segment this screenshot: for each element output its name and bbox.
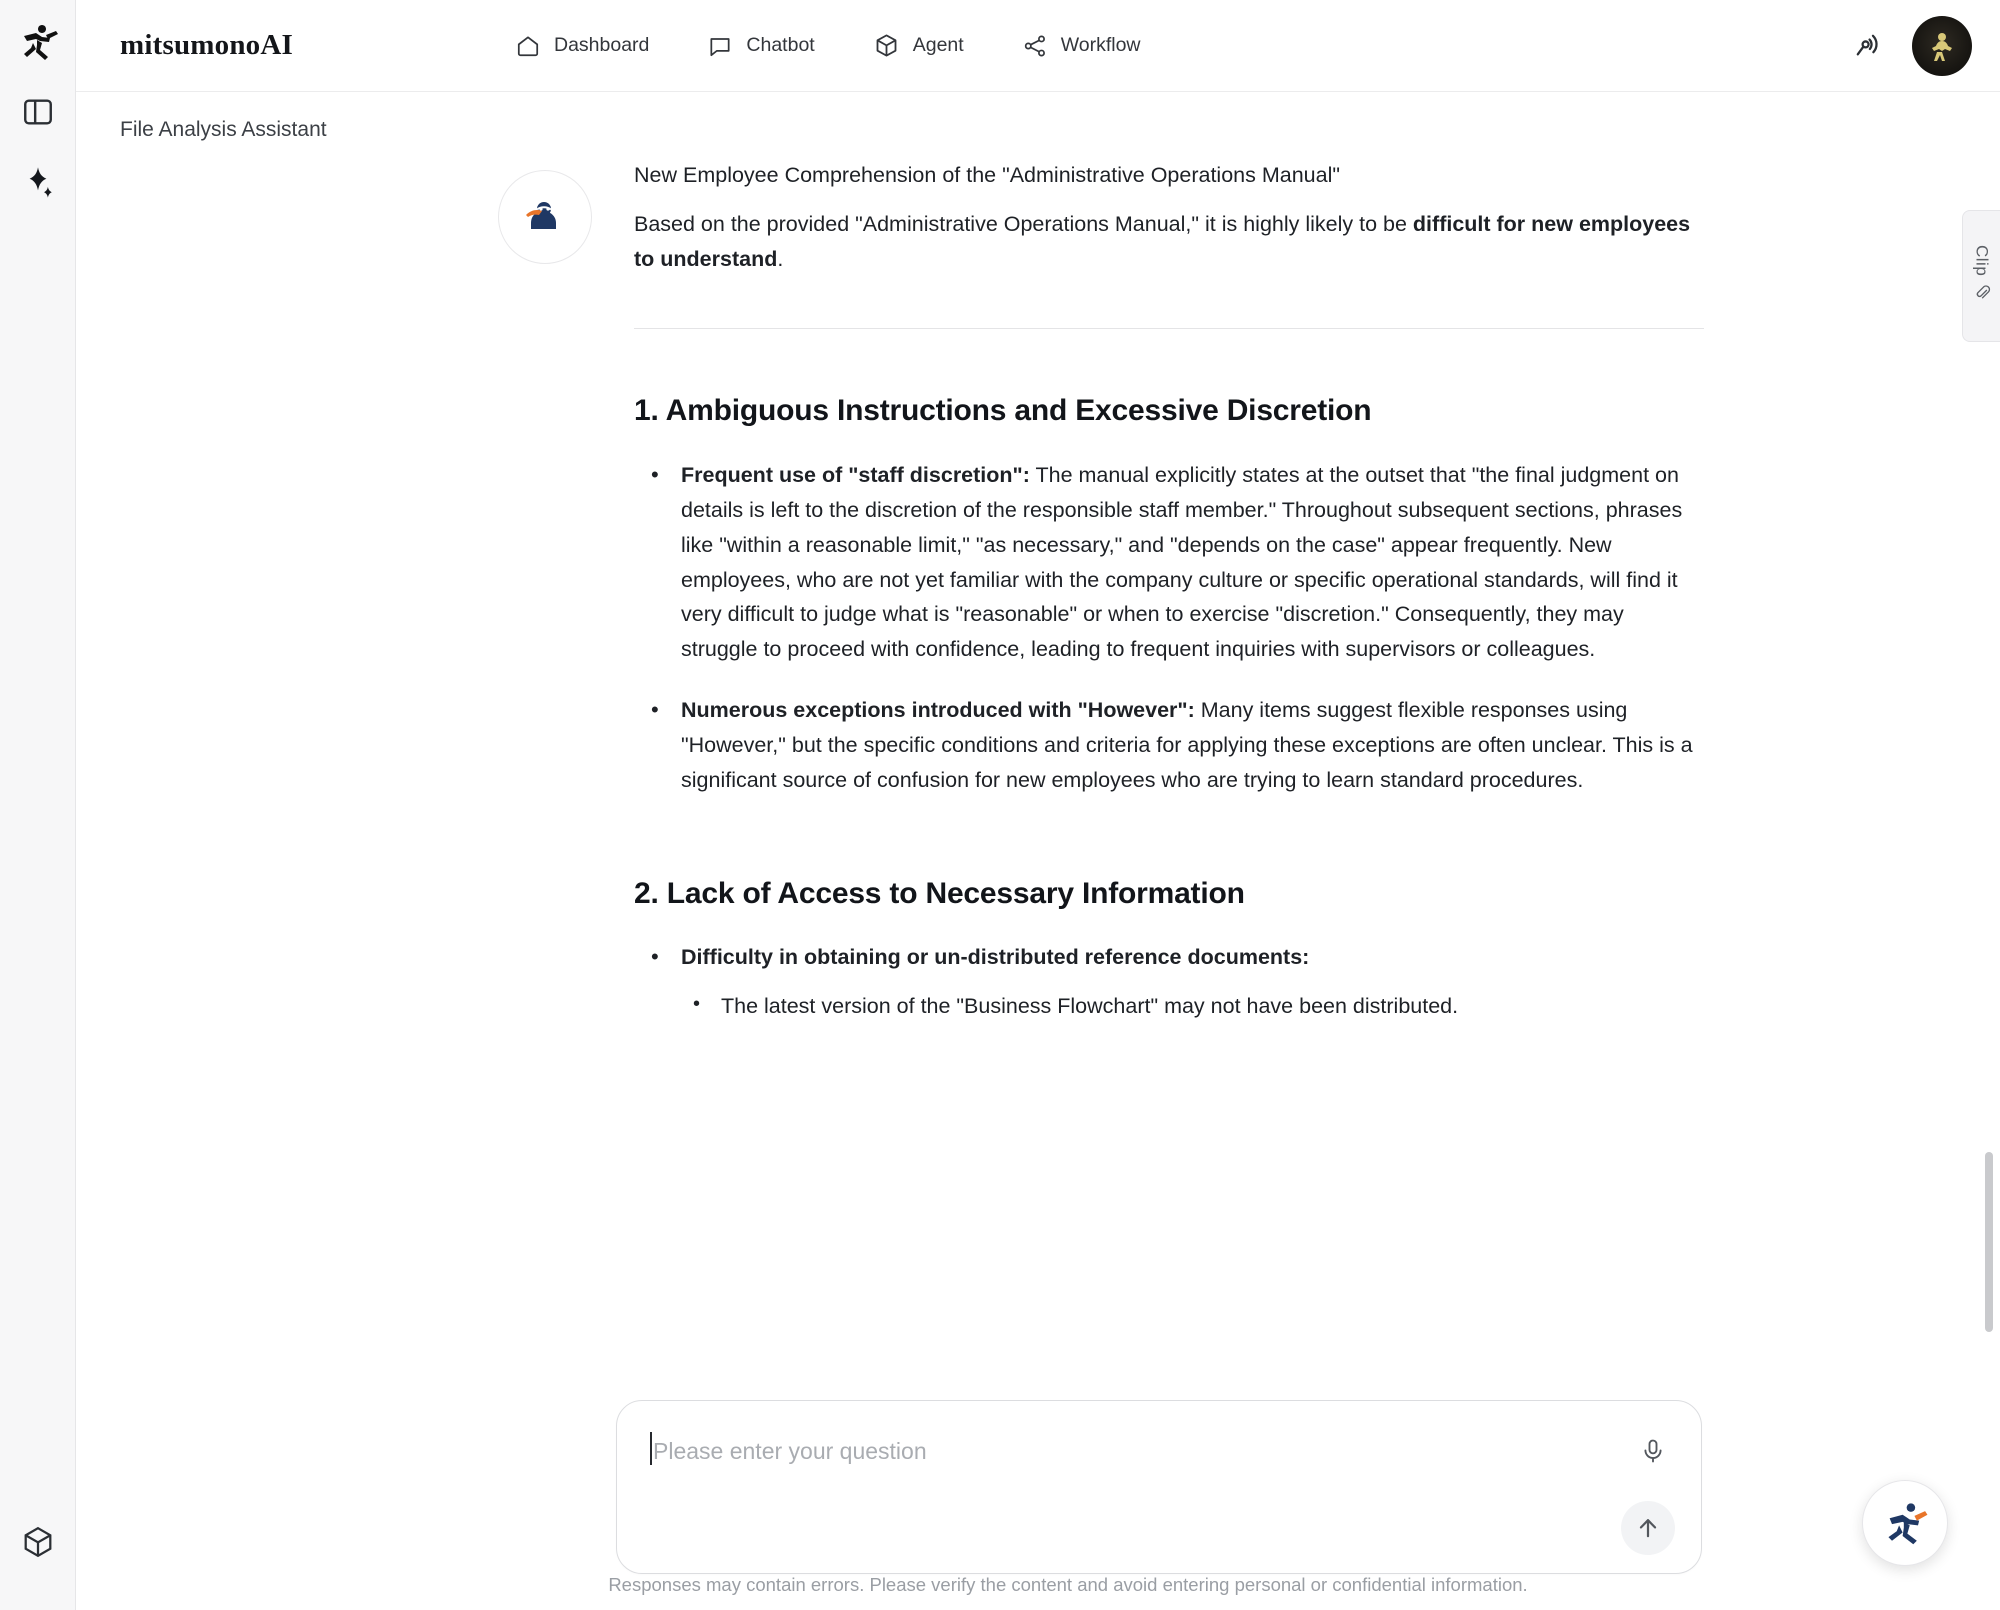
nav-workflow[interactable] <box>1022 33 1141 59</box>
nav-agent-label: Agent <box>912 34 964 56</box>
page-title: File Analysis Assistant <box>120 118 327 141</box>
brand-title: mitsumonoAI <box>120 29 293 61</box>
message-title: New Employee Comprehension of the "Administrative Operations Manual" <box>634 163 1340 187</box>
section-heading-2: 2. Lack of Access to Necessary Information <box>634 876 1245 910</box>
cube-outline-icon[interactable] <box>12 1516 64 1568</box>
divider <box>634 328 1704 329</box>
assistant-fab-button[interactable] <box>1862 1480 1948 1566</box>
top-navigation-bar <box>76 0 2000 92</box>
list-item <box>681 693 1704 797</box>
disclaimer-text: Responses may contain errors. Please verify the content and avoid entering personal or confidential information. <box>608 1574 1528 1595</box>
topbar-right <box>1850 16 1972 76</box>
nav-agent[interactable] <box>873 32 964 59</box>
bullet-text: Many items suggest flexible responses using "However," but the specific conditions and criteria for applying these exceptions are often unclear. This is a significant source of confusion for new employees who are trying to learn standard procedures. <box>681 698 1693 792</box>
chat-thread <box>76 158 2000 1610</box>
message-body <box>634 158 1704 1024</box>
content-area <box>76 92 2000 1610</box>
message-intro-suffix: . <box>777 246 784 271</box>
running-ninja-logo[interactable] <box>12 16 64 68</box>
clip-panel-label: Clip <box>1972 244 1992 277</box>
list-item <box>681 458 1704 667</box>
scrollbar-thumb[interactable] <box>1985 1152 1993 1332</box>
message-intro <box>634 207 1704 277</box>
cube-icon <box>873 32 900 59</box>
nav-dashboard-label: Dashboard <box>554 34 650 56</box>
nav-chatbot-label: Chatbot <box>746 34 815 56</box>
list-item <box>681 940 1704 1024</box>
main-nav <box>515 32 1141 59</box>
bullet-bold: Numerous exceptions introduced with "However": <box>681 698 1195 723</box>
microphone-icon[interactable] <box>1633 1431 1673 1471</box>
bullet-bold: Frequent use of "staff discretion": <box>681 463 1030 488</box>
scrollbar[interactable] <box>1987 272 1997 1520</box>
send-button[interactable] <box>1621 1501 1675 1555</box>
home-icon <box>515 33 541 59</box>
sidebar-item-panel[interactable] <box>12 86 64 138</box>
search-input[interactable] <box>651 1437 1581 1466</box>
section-2-bullets <box>634 940 1704 1024</box>
sub-bullets <box>681 989 1704 1024</box>
nav-dashboard[interactable] <box>515 33 649 59</box>
nav-chatbot[interactable] <box>707 33 814 59</box>
bullet-bold: Difficulty in obtaining or un-distributed reference documents: <box>681 945 1310 970</box>
sidebar-item-sparkle[interactable] <box>12 156 64 208</box>
section-heading-1: 1. Ambiguous Instructions and Excessive Discretion <box>634 394 1372 428</box>
section-1-bullets <box>634 458 1704 797</box>
assistant-message <box>494 158 1704 1024</box>
composer[interactable] <box>616 1400 1702 1574</box>
chat-bubble-icon <box>707 33 733 59</box>
bot-avatar-icon <box>498 170 592 264</box>
nav-workflow-label: Workflow <box>1060 34 1141 56</box>
share-nodes-icon <box>1022 33 1048 59</box>
main-area <box>76 0 2000 1610</box>
list-item: • The latest version of the "Business Flowchart" may not have been distributed. <box>721 989 1704 1024</box>
message-intro-prefix: Based on the provided "Administrative Operations Manual," it is highly likely to be <box>634 211 1413 236</box>
broadcast-icon[interactable] <box>1850 26 1884 65</box>
message-intro-bold: difficult for new employees to understand <box>634 211 1691 271</box>
left-rail <box>0 0 76 1610</box>
avatar[interactable] <box>1912 16 1972 76</box>
bullet-text: The manual explicitly states at the outset that "the final judgment on details is left to the discretion of the responsible staff member." Throughout subsequent sections, phrases like "within a reasonable limit," "as necessary," and "depends on the case" appear frequently. New employees, who are not yet familiar with the company culture or specific operational standards, will find it very difficult to judge what is "reasonable" or when to exercise "discretion." Consequently, they may struggle to proceed with confidence, leading to frequent inquiries with supervisors or colleagues. <box>681 463 1683 662</box>
